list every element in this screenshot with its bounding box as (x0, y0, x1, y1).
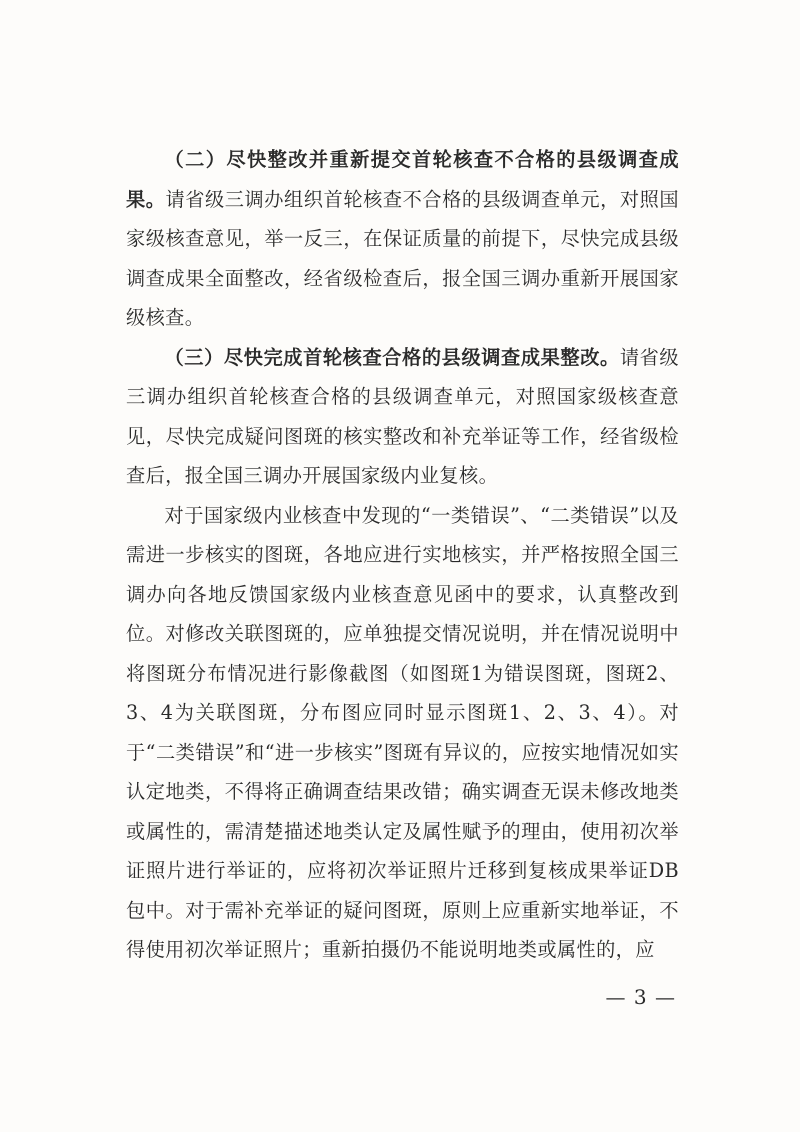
document-body (126, 140, 679, 970)
section-heading: （三）尽快完成首轮核查合格的县级调查成果整改。 (164, 345, 620, 369)
paragraph-section-3 (126, 338, 679, 496)
page-number: — 3 — (605, 985, 676, 1009)
paragraph-text: 请省级三调办组织首轮核查合格的县级调查单元，对照国家级核查意见，尽快完成疑问图斑的核实整改和补充举证等工作，经省级检查后，报全国三调办开展国家级内业复核。 (126, 345, 679, 487)
paragraph-text: 请省级三调办组织首轮核查不合格的县级调查单元，对照国家级核查意见，举一反三，在保证质量的前提下，尽快完成县级调查成果全面整改，经省级检查后，报全国三调办重新开展国家级核查。 (126, 187, 679, 329)
paragraph-section-2 (126, 140, 679, 338)
section-heading: （二）尽快整改并重新提交首轮核查不合格的县级调查成果。 (126, 148, 679, 211)
paragraph-text: 对于国家级内业核查中发现的“一类错误”、“二类错误”以及需进一步核实的图斑，各地应进行实地核实，并严格按照全国三调办向各地反馈国家级内业核查意见函中的要求，认真整改到位。对修改关联图斑的，应单独提交情况说明，并在情况说明中将图斑分布情况进行影像截图（如图斑1为错误图斑，图斑2、3、4为关联图斑，分布图应同时显示图斑1、2、3、4）。对于“二类错误”和“进一步核实”图斑有异议的，应按实地情况如实认定地类，不得将正确调查结果改错；确实调查无误未修改地类或属性的，需清楚描述地类认定及属性赋予的理由，使用初次举证照片进行举证的，应将初次举证照片迁移到复核成果举证DB包中。对于需补充举证的疑问图斑，原则上应重新实地举证，不得使用初次举证照片；重新拍摄仍不能说明地类或属性的，应 (126, 503, 679, 961)
paragraph-verification (126, 496, 679, 970)
